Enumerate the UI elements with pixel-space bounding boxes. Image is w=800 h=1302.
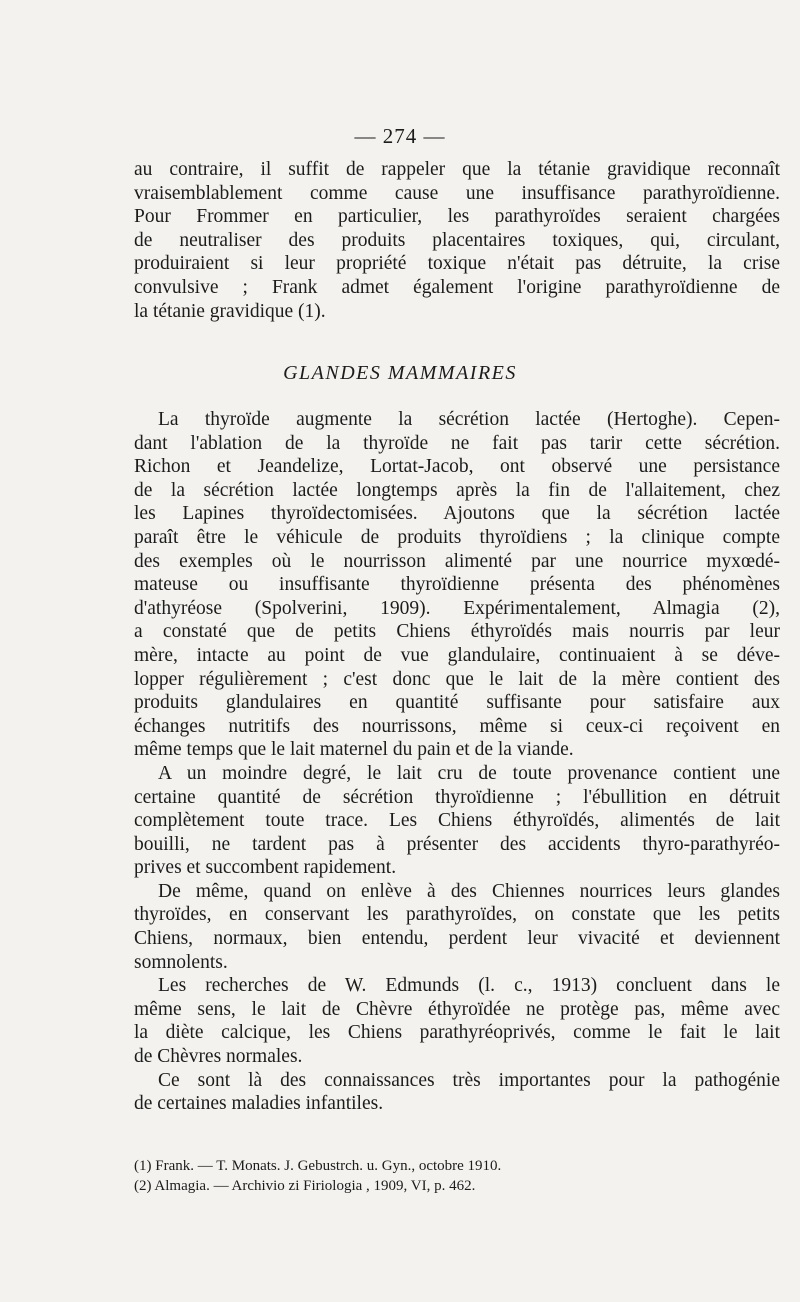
text-line: même temps que le lait maternel du pain et de la viande.	[134, 739, 574, 761]
section-heading: GLANDES MAMMAIRES	[283, 362, 517, 384]
text-line: Pour Frommer en particulier, les parathyroïdes seraient chargées	[134, 206, 780, 228]
text-line: au contraire, il suffit de rappeler que la tétanie gravidique reconnaît	[134, 159, 780, 180]
paragraph-2	[134, 408, 780, 1116]
text-line: mateuse ou insuffisante thyroïdienne présenta des phénomènes	[134, 574, 780, 596]
text-line: A un moindre degré, le lait cru de toute provenance contient une	[158, 762, 780, 784]
text-line: a constaté que de petits Chiens éthyroïdés mais nourris par leur	[134, 621, 780, 643]
text-line: La thyroïde augmente la sécrétion lactée (Hertoghe). Cepen-	[158, 409, 780, 430]
footnote: (2) Almagia. — Archivio zi Firiologia , 1909, VI, p. 462.	[134, 1178, 476, 1194]
footnotes	[134, 1156, 694, 1196]
text-line: de Chèvres normales.	[134, 1046, 303, 1068]
text-line: la diète calcique, les Chiens parathyréoprivés, comme le fait le lait	[134, 1022, 780, 1044]
text-line: de certaines maladies infantiles.	[134, 1093, 384, 1115]
text-line: même sens, le lait de Chèvre éthyroïdée ne protège pas, même avec	[134, 998, 780, 1020]
text-line: vraisemblablement comme cause une insuffisance parathyroïdienne.	[134, 182, 780, 204]
text-line: lopper régulièrement ; c'est donc que le lait de la mère contient des	[134, 668, 780, 690]
text-line: de la sécrétion lactée longtemps après la fin de l'allaitement, chez	[134, 479, 780, 501]
text-line: certaine quantité de sécrétion thyroïdienne ; l'ébullition en détruit	[134, 786, 780, 808]
text-line: prives et succombent rapidement.	[134, 857, 397, 879]
text-line: produiraient si leur propriété toxique n'était pas détruite, la crise	[134, 253, 780, 275]
text-line: Ce sont là des connaissances très importantes pour la pathogénie	[158, 1069, 780, 1091]
text-line: Chiens, normaux, bien entendu, perdent leur vivacité et deviennent	[134, 928, 780, 950]
paragraph-1	[134, 158, 780, 323]
text-line: d'athyréose (Spolverini, 1909). Expérimentalement, Almagia (2),	[134, 597, 780, 619]
text-line: produits glandulaires en quantité suffisante pour satisfaire aux	[134, 692, 780, 714]
text-line: de neutraliser des produits placentaires toxiques, qui, circulant,	[134, 229, 780, 251]
text-line: bouilli, ne tardent pas à présenter des accidents thyro-parathyréo-	[134, 833, 780, 855]
text-line: dant l'ablation de la thyroïde ne fait pas tarir cette sécrétion.	[134, 432, 780, 454]
text-line: la tétanie gravidique (1).	[134, 300, 326, 322]
text-line: échanges nutritifs des nourrissons, même si ceux-ci reçoivent en	[134, 715, 780, 737]
text-line: thyroïdes, en conservant les parathyroïdes, on constate que les petits	[134, 904, 780, 926]
text-line: convulsive ; Frank admet également l'origine parathyroïdienne de	[134, 276, 780, 298]
text-line: Les recherches de W. Edmunds (l. c., 1913) concluent dans le	[158, 975, 780, 997]
text-line: les Lapines thyroïdectomisées. Ajoutons que la sécrétion lactée	[134, 503, 780, 525]
text-line: De même, quand on enlève à des Chiennes nourrices leurs glandes	[158, 880, 780, 902]
footnote: (1) Frank. — T. Monats. J. Gebustrch. u. Gyn., octobre 1910.	[134, 1158, 502, 1174]
text-line: somnolents.	[134, 951, 228, 973]
text-line: complètement toute trace. Les Chiens éthyroïdés, alimentés de lait	[134, 810, 780, 832]
text-line: Richon et Jeandelize, Lortat-Jacob, ont observé une persistance	[134, 456, 780, 478]
text-line: paraît être le véhicule de produits thyroïdiens ; la clinique compte	[134, 526, 780, 548]
page-number: — 274 —	[354, 124, 446, 148]
text-line: des exemples où le nourrisson alimenté par une nourrice myxœdé-	[134, 550, 780, 572]
text-line: mère, intacte au point de vue glandulaire, continuaient à se déve-	[134, 644, 780, 666]
